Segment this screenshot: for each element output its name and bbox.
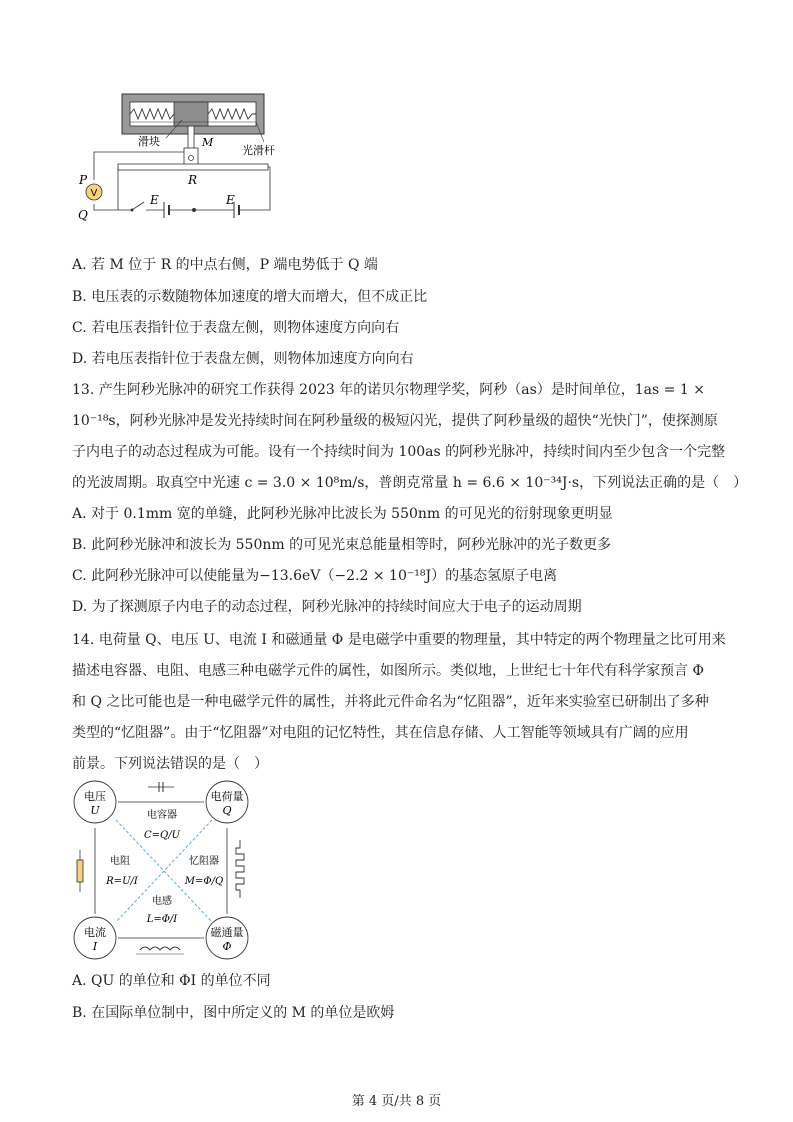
current-node-label: 电流 xyxy=(84,926,106,939)
smooth-rod-label: 光滑杆 xyxy=(242,144,275,157)
resistor-label: 电阻 xyxy=(110,856,130,867)
q14-stem-line-1: 14. 电荷量 Q、电压 U、电流 I 和磁通量 Φ 是电磁学中重要的物理量，其中特定的两个物理量之比可用来 xyxy=(72,632,726,648)
q12-option-b: B. 电压表的示数随物体加速度的增大而增大，但不成正比 xyxy=(72,289,428,305)
q14-stem-line-5: 前景。下列说法错误的是（ ） xyxy=(72,756,268,772)
flux-node-symbol: Φ xyxy=(222,940,232,953)
accelerometer-circuit-figure xyxy=(74,92,284,232)
q12-option-c: C. 若电压表指针位于表盘左侧，则物体速度方向向右 xyxy=(72,320,400,336)
capacitor-label: 电容器 xyxy=(147,810,177,821)
Q-label: Q xyxy=(78,208,88,222)
q14-stem-line-4: 类型的“忆阻器”。由于“忆阻器”对电阻的记忆特性，其在信息存储、人工智能等领域具有广阔的应用 xyxy=(72,725,689,741)
q14-stem-line-2: 描述电容器、电阻、电感三种电磁学元件的属性，如图所示。类似地，上世纪七十年代有科学家预言 Φ xyxy=(72,663,704,679)
charge-node-label: 电荷量 xyxy=(210,790,244,803)
q13-option-b: B. 此阿秒光脉冲和波长为 550nm 的可见光束总能量相等时，阿秒光脉冲的光子数更多 xyxy=(72,537,612,553)
q12-option-a: A. 若 M 位于 R 的中点右侧，P 端电势低于 Q 端 xyxy=(72,257,378,273)
q12-option-d: D. 若电压表指针位于表盘左侧，则物体加速度方向向右 xyxy=(72,351,414,367)
capacitor-formula: C=Q/U xyxy=(143,830,181,841)
electromagnetic-elements-figure xyxy=(70,780,260,965)
inductor-formula: L=Φ/I xyxy=(146,914,178,925)
page-footer: 第 4 页/共 8 页 xyxy=(351,1094,442,1109)
q13-option-d: D. 为了探测原子内电子的动态过程，阿秒光脉冲的持续时间应大于电子的运动周期 xyxy=(72,599,582,615)
memristor-label: 忆阻器 xyxy=(189,856,219,867)
q13-option-a: A. 对于 0.1mm 宽的单缝，此阿秒光脉冲比波长为 550nm 的可见光的衍射现象更明显 xyxy=(72,506,613,522)
q13-stem-line-3: 子内电子的动态过程成为可能。设有一个持续时间为 100as 的阿秒光脉冲，持续时间内至少包含一个完整 xyxy=(72,444,726,460)
current-node-symbol: I xyxy=(92,940,98,953)
flux-node-label: 磁通量 xyxy=(210,926,244,939)
q14-option-b: B. 在国际单位制中，图中所定义的 M 的单位是欧姆 xyxy=(72,1005,395,1021)
resistor-formula: R=U/I xyxy=(106,876,138,887)
charge-node-symbol: Q xyxy=(222,804,232,817)
P-label: P xyxy=(79,173,88,187)
E1-label: E xyxy=(150,193,159,207)
q14-stem-line-3: 和 Q 之比可能也是一种电磁学元件的属性，并将此元件命名为“忆阻器”，近年来实验室已研制出了多种 xyxy=(72,694,709,710)
memristor-formula: M=Φ/Q xyxy=(184,876,224,887)
q13-stem-line-2: 10⁻¹⁸s，阿秒光脉冲是发光持续时间在阿秒量级的极短闪光，提供了阿秒量级的超快“光快门”，使探测原 xyxy=(72,413,718,429)
M-label: M xyxy=(202,136,214,149)
E2-label: E xyxy=(226,193,235,207)
inductor-label: 电感 xyxy=(152,896,172,907)
voltage-node-symbol: U xyxy=(90,804,100,817)
q13-option-c: C. 此阿秒光脉冲可以使能量为−13.6eV（−2.2 × 10⁻¹⁸J）的基态氢原子电离 xyxy=(72,568,558,584)
voltage-node-label: 电压 xyxy=(84,790,106,803)
voltmeter-label: V xyxy=(90,188,98,199)
q14-option-a: A. QU 的单位和 ΦI 的单位不同 xyxy=(72,973,271,989)
slider-label: 滑块 xyxy=(138,135,160,148)
q13-stem-line-4: 的光波周期。取真空中光速 c = 3.0 × 10⁸m/s，普朗克常量 h = 6.6 × 10⁻³⁴J·s，下列说法正确的是（ ） xyxy=(72,475,748,491)
q13-stem-line-1: 13. 产生阿秒光脉冲的研究工作获得 2023 年的诺贝尔物理学奖，阿秒（as）是时间单位，1as = 1 × xyxy=(72,382,705,398)
R-label: R xyxy=(188,173,198,187)
